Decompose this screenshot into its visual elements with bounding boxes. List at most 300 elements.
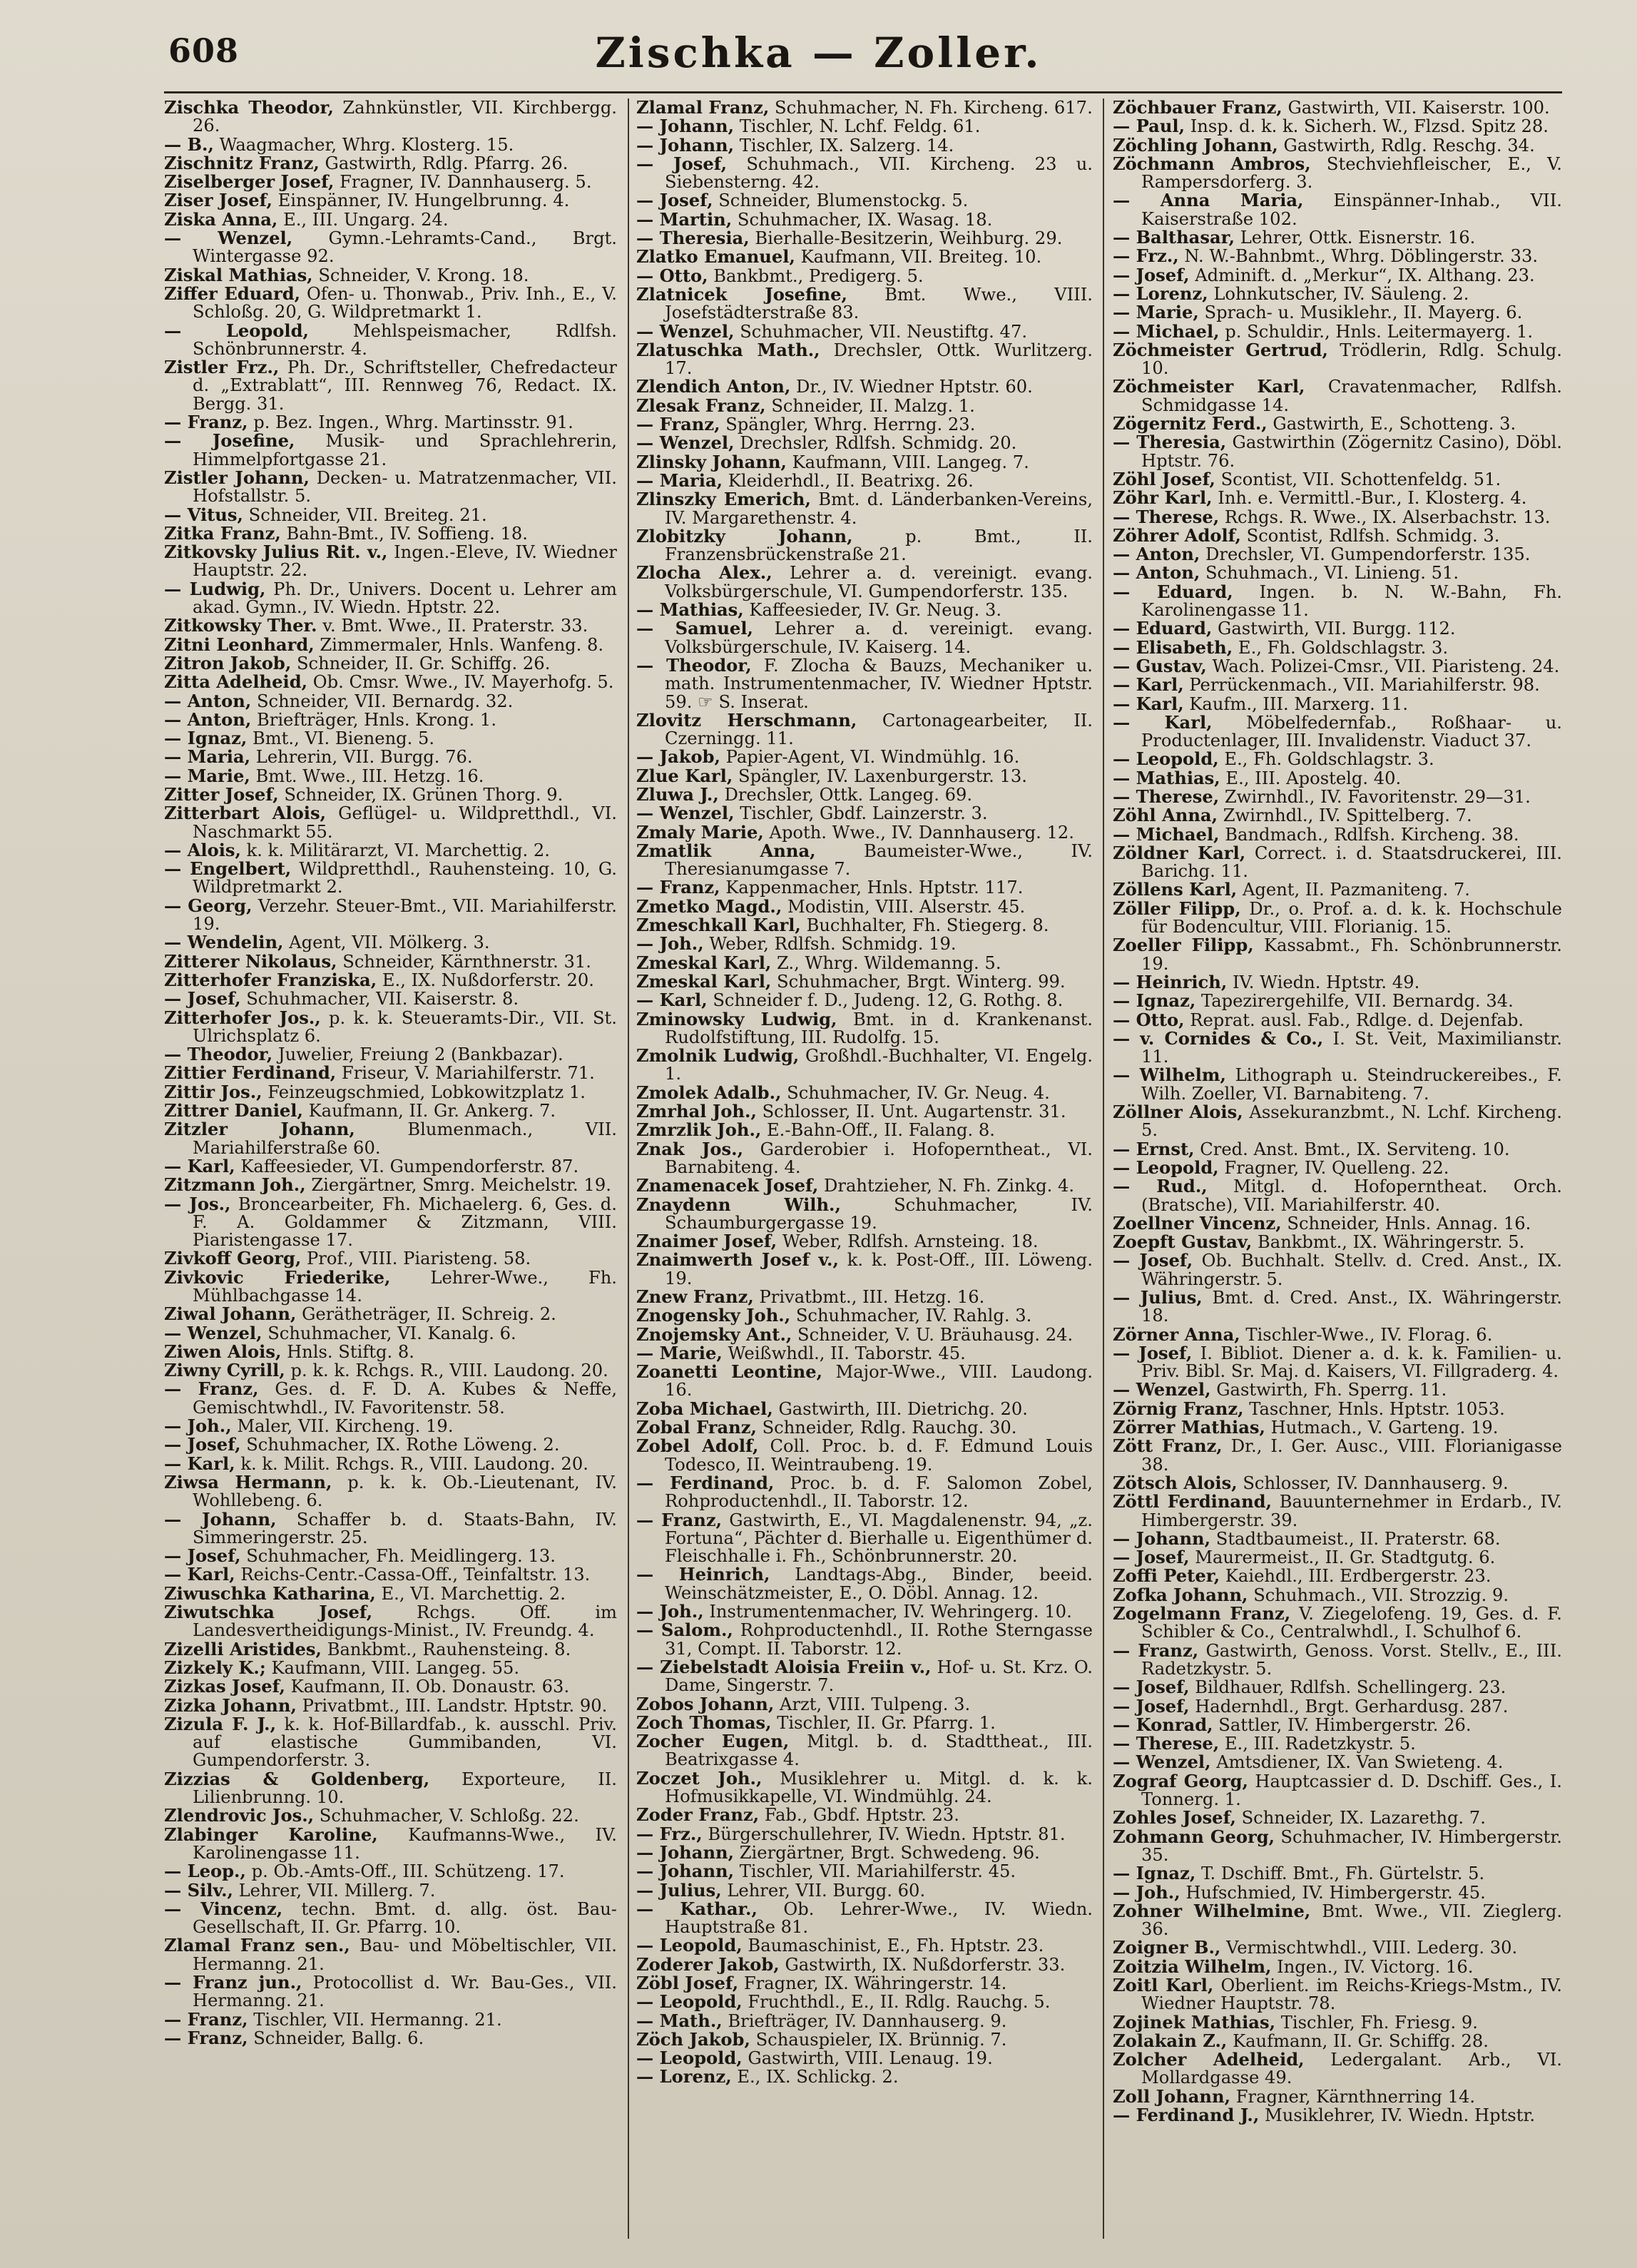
entry-name: Zivkoff Georg, [164,1248,302,1269]
directory-entry [164,1565,617,1584]
entry-name: — Vincenz, [164,1898,283,1919]
entry-details: Stechviehfleischer, E., V. Rampersdorferg. 3. [1141,153,1562,193]
entry-name: Zmrzlik Joh., [636,1119,762,1141]
entry-name: Zogelmann Franz, [1113,1603,1291,1624]
entry-name: Zlesak Franz, [636,395,766,416]
entry-details: Schneider, Rdlg. Rauchg. 30. [762,1418,1017,1438]
entry-name: — Georg, [164,895,253,916]
entry-details: Cravatenmacher, Rdlfsh. Schmidgasse 14. [1141,377,1562,415]
entry-details: v. Bmt. Wwe., II. Praterstr. 33. [322,616,588,636]
directory-entry [636,434,1093,452]
entry-name: Zmaly Marie, [636,821,764,843]
entry-name: — Anna Maria, [1113,190,1304,211]
entry-details: Drechsler, VI. Gumpendorferstr. 135. [1205,544,1531,565]
entry-details: Reprat. ausl. Fab., Rdlge. d. Dejenfab. [1190,1010,1524,1030]
directory-entry [636,1974,1093,1993]
entry-details: Verzehr. Steuer-Bmt., VII. Mariahilferstr. 19. [193,895,617,935]
entry-name: — Wenzel, [636,320,735,342]
entry-details: Lohnkutscher, IV. Säuleng. 2. [1213,283,1469,304]
directory-entry [636,656,1093,711]
entry-name: — Mathias, [636,599,744,621]
entry-details: Coll. Proc. b. d. F. Edmund Louis Todesco, II. Weintraubeng. 19. [665,1436,1093,1475]
entry-details: Z., Whrg. Wildemanng. 5. [777,952,1001,973]
directory-entry [1113,806,1562,825]
entry-details: Ziergärtner, Brgt. Schwedeng. 96. [739,1842,1040,1863]
directory-entry [636,767,1093,785]
entry-details: Schneider, V. U. Bräuhausg. 24. [797,1324,1074,1345]
directory-entry [1113,433,1562,470]
directory-entry [636,1418,1093,1437]
directory-entry [164,1455,617,1473]
directory-entry [164,1064,617,1082]
entry-details: Schuhmacher, Fh. Meidlingerg. 13. [246,1546,556,1567]
directory-entry [164,1603,617,1640]
entry-details: Agent, VII. Mölkerg. 3. [289,932,490,953]
entry-details: Drechsler, Ottk. Wurlitzerg. 17. [665,340,1093,379]
entry-details: Schneider, Blumenstockg. 5. [718,190,969,211]
entry-name: — Engelbert, [164,858,292,880]
directory-entry [164,229,617,266]
entry-name: — Paul, [1113,116,1185,137]
entry-name: — Maria, [164,746,251,768]
directory-entry [1113,155,1562,192]
directory-entry [636,1232,1093,1251]
entry-name: — Johann, [636,116,735,137]
entry-details: Ob. Lehrer-Wwe., IV. Wiedn. Hauptstraße 81. [665,1898,1093,1938]
entry-details: E.-Bahn-Off., II. Falang. 8. [767,1120,995,1141]
entry-details: k. k. Hof-Billardfab., k. ausschl. Priv. auf elastische Gummibanden, VI. Gumpendorferstr. 3. [193,1714,617,1771]
entry-details: Schuhmach., VII. Kircheng. 23 u. Siebensterng. 42. [665,153,1093,193]
directory-entry [636,1437,1093,1474]
entry-name: Zoderer Jakob, [636,1953,780,1975]
directory-entry [164,1083,617,1102]
directory-entry [1113,1586,1562,1605]
entry-details: Ph. Dr., Univers. Docent u. Lehrer am akad. Gymn., IV. Wiedn. Hptstr. 22. [193,579,617,618]
entry-details: p. k. k. Steueramts-Dir., VII. St. Ulrichsplatz 6. [193,1007,617,1046]
directory-entry [1113,564,1562,582]
entry-name: — Karl, [164,1453,235,1474]
entry-details: Exporteure, II. Lilienbrunng. 10. [193,1769,617,1808]
directory-entry [636,2030,1093,2049]
entry-name: — Samuel, [636,618,753,639]
entry-details: Bmt. Wwe., VII. Zieglerg. 36. [1141,1901,1562,1940]
entry-details: Schuhmacher, VII. Neustiftg. 47. [740,321,1028,342]
entry-details: Tischler, VII. Hermanng. 21. [253,2009,502,2030]
directory-entry [1113,1716,1562,1734]
directory-entry [1113,1605,1562,1642]
entry-details: Rchgs. Off. im Landesvertheidigungs-Minist., IV. Freundg. 4. [193,1602,617,1641]
entry-name: Zöller Filipp, [1113,897,1241,919]
entry-name: Zofka Johann, [1113,1584,1248,1605]
directory-entry [164,1900,617,1937]
entry-details: Hutmach., V. Garteng. 19. [1270,1418,1499,1438]
entry-name: — Franz, [164,412,248,433]
entry-details: Schlosser, II. Unt. Augartenstr. 31. [762,1102,1066,1122]
entry-name: Zmetko Magd., [636,895,782,917]
directory-entry [164,785,617,804]
entry-details: p. Ob.-Amts-Off., III. Schützeng. 17. [251,1861,565,1882]
entry-details: Bmt. Wwe., VIII. Josefstädterstraße 83. [665,284,1093,323]
entry-name: Zluwa J., [636,783,719,805]
directory-entry [636,155,1093,192]
entry-name: Zohles Josef, [1113,1807,1236,1829]
entry-name: Zitka Franz, [164,522,281,544]
directory-entry [164,1380,617,1417]
entry-details: Assekuranzbmt., N. Lchf. Kircheng. 5. [1141,1102,1562,1141]
directory-entry [1113,1883,1562,1902]
entry-name: Zoitl Karl, [1113,1974,1214,1995]
entry-details: Schuhmacher, VII. Kaiserstr. 8. [246,989,519,1010]
entry-details: Zwirnhdl., IV. Favoritenstr. 29—31. [1224,786,1531,807]
entry-details: Ingen.-Eleve, IV. Wiedner Hauptstr. 22. [193,542,617,581]
directory-entry [636,1121,1093,1139]
directory-entry [1113,1697,1562,1716]
entry-details: Ingen., IV. Victorg. 16. [1277,1956,1474,1977]
entry-details: Gastwirthin (Zögernitz Casino), Döbl. Hptstr. 76. [1141,432,1562,471]
entry-details: Agent, II. Pazmaniteng. 7. [1242,880,1470,900]
entry-details: Bankbmt., Rauhensteing. 8. [327,1639,571,1659]
entry-details: Cred. Anst. Bmt., IX. Serviteng. 10. [1200,1139,1510,1159]
entry-details: Lehrer, VII. Burgg. 60. [727,1880,926,1901]
directory-entry [636,897,1093,916]
directory-entry [164,616,617,635]
directory-entry [636,1323,1093,1345]
entry-details: Bmt. d. Länderbanken-Vereins, IV. Margarethenstr. 4. [665,489,1093,528]
entry-name: — Leopold, [164,320,309,341]
directory-entry [1113,750,1562,768]
entry-name: Ziwuschka Katharina, [164,1582,376,1604]
directory-entry [1113,1958,1562,1976]
entry-details: Lehrer-Wwe., Fh. Mühlbachgasse 14. [193,1267,617,1306]
entry-name: Zöhr Karl, [1113,487,1213,509]
directory-entry [1113,2106,1562,2125]
entry-details: Amtsdiener, IX. Van Swieteng. 4. [1216,1752,1504,1773]
directory-entry [164,432,617,469]
directory-entry [636,1196,1093,1233]
entry-name: Zmeschkall Karl, [636,915,801,936]
entry-name: Zlamal Franz, [636,98,770,118]
entry-name: — Karl, [164,1564,235,1585]
entry-details: Lehrer a. d. vereinigt. evang. Volksbürgerschule, VI. Gumpendorferstr. 135. [665,563,1093,601]
directory-entry [1113,322,1562,341]
directory-entry [636,878,1093,897]
entry-name: Zobos Johann, [636,1693,775,1714]
directory-entry [164,98,617,136]
entry-name: — Therese, [1113,1733,1220,1754]
entry-name: Zlendich Anton, [636,376,791,397]
entry-name: Zizka Johann, [164,1694,297,1716]
entry-details: Landtags-Abg., Binder, beeid. Weinschätzmeister, E., O. Döbl. Annag. 12. [665,1565,1093,1603]
entry-name: Znaimwerth Josef v., [636,1249,839,1271]
entry-name: Zmolnik Ludwig, [636,1045,800,1067]
entry-name: Zoepft Gustav, [1113,1231,1253,1253]
directory-entry [636,785,1093,804]
entry-details: Instrumentenmacher, IV. Wehringerg. 10. [709,1602,1072,1622]
directory-entry [1113,657,1562,676]
entry-name: Znaimer Josef, [636,1231,777,1252]
directory-entry [636,1363,1093,1400]
directory-entry [636,1400,1093,1418]
entry-name: — Josef, [1113,1342,1193,1363]
entry-name: Zojinek Mathias, [1113,2011,1275,2033]
entry-details: Gastwirth, IX. Nußdorferstr. 33. [785,1954,1066,1975]
entry-name: Zöchling Johann, [1113,134,1278,156]
directory-entry [164,1677,617,1696]
directory-entry [1113,1288,1562,1326]
entry-name: Zolakain Z., [1113,2030,1228,2051]
column-1 [164,98,617,2239]
entry-details: Schuhmacher, IX. Wasag. 18. [737,209,993,230]
directory-entry [636,1084,1093,1102]
entry-name: Zittrer Daniel, [164,1100,303,1122]
entry-name: Zöldner Karl, [1113,842,1246,863]
entry-name: — Ludwig, [164,578,266,599]
directory-entry [636,248,1093,266]
directory-entry [1113,583,1562,620]
entry-name: Zoanetti Leontine, [636,1361,823,1383]
directory-entry [636,1251,1093,1288]
entry-name: — Franz, [636,414,720,435]
entry-name: Zizelli Aristides, [164,1638,322,1659]
directory-entry [164,1806,617,1825]
entry-name: — Heinrich, [1113,971,1228,992]
directory-entry [636,267,1093,285]
entry-name: Zoeller Filipp, [1113,935,1254,956]
entry-name: — Ignaz, [1113,990,1196,1012]
entry-details: Ingen. b. N. W.-Bahn, Fh. Karolinengasse 11. [1141,581,1562,621]
entry-name: — Johann, [164,1508,277,1530]
directory-entry [164,524,617,543]
directory-entry [636,1565,1093,1602]
directory-entry [164,322,617,359]
entry-name: — Leopold, [1113,748,1219,770]
directory-entry [636,322,1093,341]
page-number: 608 [168,31,240,70]
entry-details: Briefträger, IV. Dannhauserg. 9. [728,2010,1007,2031]
entry-details: Schneider, Kärnthnerstr. 31. [342,951,591,972]
entry-name: — Theodor, [164,1044,273,1065]
entry-name: — Anton, [164,708,252,730]
entry-name: Zohner Wilhelmine, [1113,1900,1311,1921]
entry-name: Zobel Adolf, [636,1435,759,1457]
directory-entry [164,191,617,210]
entry-name: Zitron Jakob, [164,652,292,673]
entry-details: IV. Wiedn. Hptstr. 49. [1233,972,1420,992]
directory-entry [1113,1233,1562,1251]
entry-details: p. k. k. Rchgs. R., VIII. Laudong. 20. [290,1361,608,1381]
directory-entry [1113,377,1562,415]
directory-entry [1113,1772,1562,1809]
entry-name: — Kathar., [636,1898,758,1919]
directory-entry [164,285,617,322]
entry-details: Geflügel- u. Wildpretthdl., VI. Naschmarkt 55. [193,803,617,842]
entry-name: Ziwsa Hermann, [164,1471,332,1492]
entry-details: E., III. Ungarg. 24. [283,209,449,230]
directory-entry [636,1140,1093,1177]
entry-name: — Frz., [1113,245,1179,267]
entry-name: Zitni Leonhard, [164,634,315,655]
entry-details: Schneider f. D., Judeng. 12, G. Rothg. 8. [713,990,1064,1011]
entry-details: Kaufmann, II. Ob. Donaustr. 63. [290,1677,570,1697]
entry-name: Zöhl Josef, [1113,468,1215,489]
entry-details: N. W.-Bahnbmt., Whrg. Döblingerstr. 33. [1184,246,1539,267]
directory-entry [636,619,1093,656]
entry-details: Bmt. d. Cred. Anst., IX. Währingerstr. 18. [1141,1288,1562,1326]
entry-name: Zitta Adelheid, [164,671,308,693]
entry-details: Hnls. Stiftg. 8. [287,1341,414,1362]
entry-name: Zörrer Mathias, [1113,1417,1265,1438]
directory-entry [164,1862,617,1881]
entry-name: — Ferdinand, [636,1472,775,1493]
directory-entry [636,1993,1093,2011]
directory-entry [1113,636,1562,658]
entry-name: — B., [164,133,214,155]
column-2 [636,98,1093,2239]
entry-details: Apoth. Wwe., IV. Dannhauserg. 12. [769,822,1074,843]
entry-name: Zlovitz Herschmann, [636,709,857,731]
entry-name: Ziselberger Josef, [164,171,335,193]
entry-name: Zöchbauer Franz, [1113,98,1282,118]
directory-entry [1113,1734,1562,1753]
directory-entry [1113,1753,1562,1771]
directory-entry [1113,489,1562,507]
entry-details: techn. Bmt. d. allg. öst. Bau-Gesellschaft, II. Gr. Pfarrg. 10. [193,1898,617,1938]
entry-name: Zoll Johann, [1113,2085,1231,2107]
entry-name: — Lorenz, [1113,283,1208,304]
entry-details: Prof., VIII. Piaristeng. 58. [307,1249,531,1269]
entry-details: Tapezirergehilfe, VII. Bernardg. 34. [1200,991,1514,1012]
entry-details: Zahnkünstler, VII. Kirchbergg. 26. [193,98,617,136]
entry-details: Lehrerin, VII. Burgg. 76. [255,747,473,768]
entry-details: Gastwirth, Rdlg. Reschg. 34. [1283,135,1535,156]
entry-details: Sattler, IV. Himbergerstr. 26. [1218,1714,1472,1735]
entry-details: Drechsler, Rdlfsh. Schmidg. 20. [740,433,1017,454]
directory-entry [1113,545,1562,564]
directory-entry [636,1602,1093,1621]
directory-entry [1113,1418,1562,1437]
directory-entry [636,991,1093,1010]
entry-details: Scontist, VII. Schottenfeldg. 51. [1220,469,1501,489]
entry-details: Juwelier, Freiung 2 (Bankbazar). [277,1044,563,1065]
entry-details: E., Fh. Goldschlagstr. 3. [1238,637,1449,658]
entry-details: Spängler, Whrg. Herrng. 23. [725,415,976,435]
directory-entry [636,527,1093,564]
entry-name: Ziser Josef, [164,190,272,211]
entry-name: Zöbl Josef, [636,1972,739,1993]
directory-entry [164,506,617,524]
directory-entry [164,1009,617,1046]
entry-details: Bürgerschullehrer, IV. Wiedn. Hptstr. 81. [708,1824,1066,1844]
entry-name: — Ernst, [1113,1138,1195,1159]
directory-entry [636,916,1093,935]
entry-details: Fragner, IV. Quelleng. 22. [1224,1157,1449,1178]
running-title: Zischka — Zoller. [595,29,1042,77]
entry-details: Schneider, VII. Breiteg. 21. [248,504,487,525]
entry-details: Schneider, IX. Grünen Thorg. 9. [284,784,563,805]
entry-name: Ziskal Mathias, [164,264,313,285]
directory-entry [1113,769,1562,788]
entry-details: Ofen- u. Thonwab., Priv. Inh., E., V. Schloßg. 20, G. Wildpretmarkt 1. [193,283,617,322]
entry-details: Bauunternehmer in Erdarb., IV. Himbergerstr. 39. [1141,1492,1562,1530]
entry-details: Bmt. Wwe., III. Hetzg. 16. [255,766,484,786]
entry-name: Zlinszky Emerich, [636,489,811,510]
directory-entry [1113,1976,1562,2013]
directory-entry [1113,136,1562,155]
directory-entry [1113,1938,1562,1957]
entry-details: Privatbmt., III. Hetzg. 16. [759,1287,985,1307]
directory-entry [636,935,1093,953]
entry-details: Fragner, IX. Währingerstr. 14. [743,1973,1007,1993]
entry-details: Schuhmacher, N. Fh. Kircheng. 617. [775,98,1093,118]
directory-entry [1113,1828,1562,1865]
entry-name: Zlinsky Johann, [636,451,787,472]
page-header [0,21,1637,86]
directory-entry [1113,1029,1562,1067]
entry-details: Zimmermaler, Hnls. Wanfeng. 8. [320,634,604,655]
entry-name: — Theodor, [636,654,752,676]
directory-entry [636,415,1093,434]
entry-name: Zmeskal Karl, [636,970,772,992]
entry-details: Hadernhdl., Brgt. Gerhardusg. 287. [1195,1696,1509,1717]
entry-name: Zöhrer Adolf, [1113,524,1241,546]
entry-name: — Otto, [636,265,708,286]
directory-entry [636,377,1093,396]
directory-entry [636,1825,1093,1844]
entry-details: Musiklehrer, IV. Wiedn. Hptstr. [1264,2105,1536,2126]
directory-entry [164,1324,617,1343]
directory-entry [1113,415,1562,433]
entry-name: Zoellner Vincenz, [1113,1212,1282,1234]
entry-details: I. Bibliot. Diener a. d. k. k. Familien- u. Priv. Bibl. Sr. Maj. d. Kaisers, VI. Fillgraderg. 4. [1141,1343,1562,1382]
entry-details: Lehrer, VII. Millerg. 7. [238,1880,436,1901]
entry-details: Großhdl.-Buchhalter, VI. Engelg. 1. [665,1046,1093,1084]
entry-name: — Wendelin, [164,932,284,953]
directory-entry [1113,897,1562,937]
directory-entry [636,954,1093,972]
directory-entry [1113,1567,1562,1585]
entry-details: Kaufm., III. Marxerg. 11. [1189,693,1409,714]
entry-details: Bau- und Möbeltischler, VII. Hermanng. 21. [193,1936,617,1974]
entry-name: — Alois, [164,839,241,860]
entry-name: Zöllens Karl, [1113,879,1238,900]
entry-details: Drechsler, Ottk. Langeg. 69. [724,784,973,805]
entry-name: — Johann, [1113,1527,1211,1549]
entry-name: — Karl, [1113,674,1184,696]
entry-details: Kaufmann, VII. Breiteg. 10. [800,247,1042,268]
entry-details: Broncearbeiter, Fh. Michaelerg. 6, Ges. d. F. A. Goldammer & Zitzmann, VIII. Piaristengasse 17. [193,1194,617,1251]
directory-entry [1113,825,1562,844]
entry-details: Schneider, VII. Bernardg. 32. [256,691,514,711]
entry-name: — Lorenz, [636,2066,732,2088]
entry-name: — Leopold, [636,2048,743,2069]
entry-details: T. Dschiff. Bmt., Fh. Gürtelstr. 5. [1200,1863,1485,1884]
directory-entry [636,601,1093,619]
entry-details: Hauptcassier d. D. Dschiff. Ges., I. Tonnerg. 1. [1141,1771,1562,1810]
entry-details: p. Schuldir., Hnls. Leitermayerg. 1. [1225,321,1534,342]
directory-entry [636,1010,1093,1047]
directory-entry [164,1120,617,1157]
directory-entry [164,1826,617,1863]
entry-details: Schuhmach., VI. Linieng. 51. [1205,563,1459,584]
directory-entry [164,580,617,617]
entry-name: — Franz, [164,1378,259,1400]
entry-details: Rchgs. R. Wwe., IX. Alserbachstr. 13. [1224,507,1551,527]
directory-entry [1113,508,1562,527]
entry-name: Znamenacek Josef, [636,1175,819,1196]
entry-details: Spängler, IV. Laxenburgerstr. 13. [738,766,1027,786]
directory-entry [164,804,617,841]
entry-name: Zoffi Peter, [1113,1565,1220,1587]
